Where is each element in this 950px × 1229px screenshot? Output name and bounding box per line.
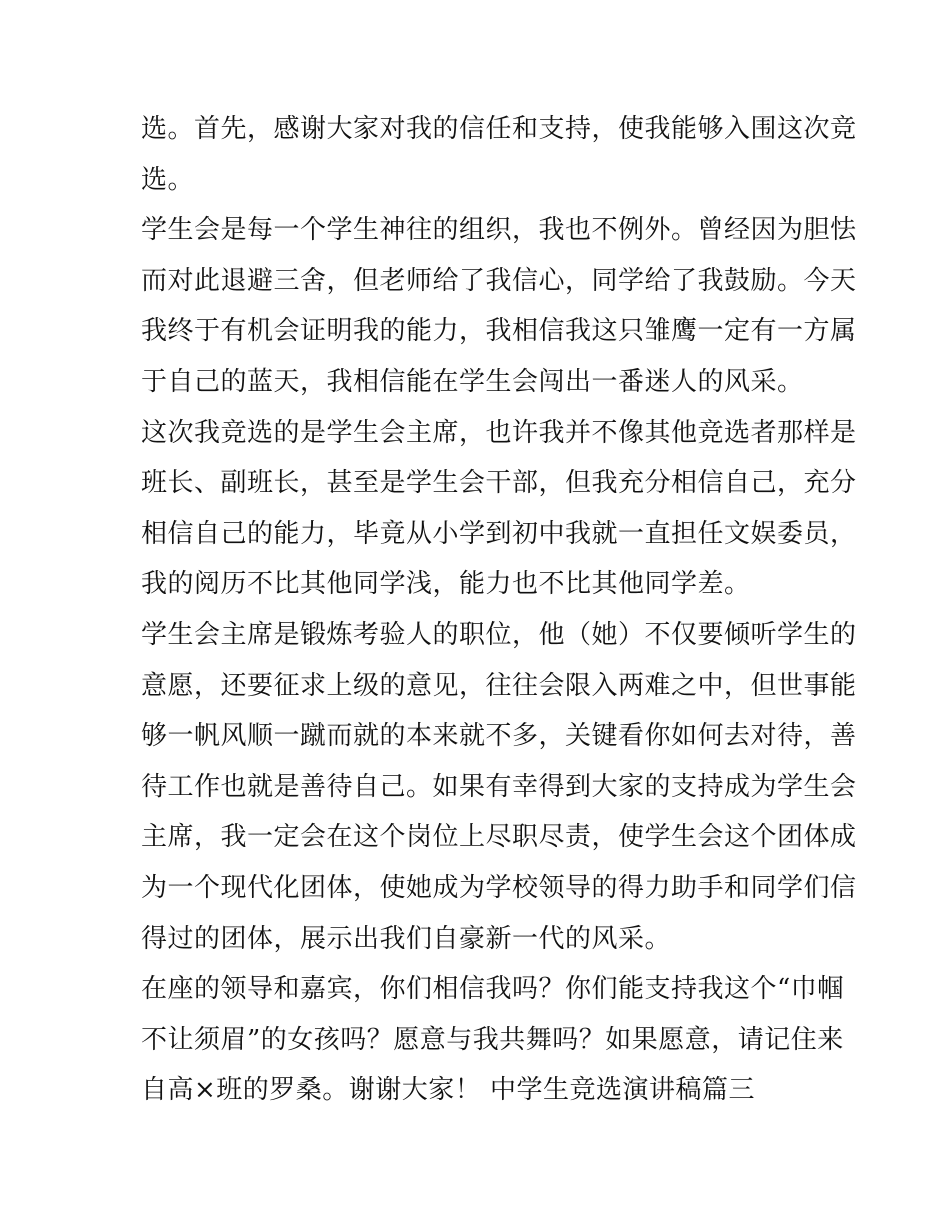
text-line: 而对此退避三舍，但老师给了我信心，同学给了我鼓励。今天	[141, 266, 857, 296]
text-line: 选。	[141, 165, 195, 195]
text-line: 够一帆风顺一蹴而就的本来就不多，关键看你如何去对待，善	[141, 721, 857, 751]
text-line: 意愿，还要征求上级的意见，往往会限入两难之中，但世事能	[141, 671, 857, 701]
text-line: 选。首先，感谢大家对我的信任和支持，使我能够入围这次竞	[141, 114, 857, 144]
text-line: 相信自己的能力，毕竟从小学到初中我就一直担任文娱委员，	[141, 519, 857, 549]
text-line: 我终于有机会证明我的能力，我相信我这只雏鹰一定有一方属	[141, 316, 857, 346]
text-line: 班长、副班长，甚至是学生会干部，但我充分相信自己，充分	[141, 468, 857, 498]
text-line: 自高×班的罗桑。谢谢大家！ 中学生竞选演讲稿篇三	[141, 1075, 756, 1105]
text-line: 主席，我一定会在这个岗位上尽职尽责，使学生会这个团体成	[141, 822, 857, 852]
text-line: 于自己的蓝天，我相信能在学生会闯出一番迷人的风采。	[141, 367, 804, 397]
text-line: 待工作也就是善待自己。如果有幸得到大家的支持成为学生会	[141, 772, 857, 802]
text-line: 为一个现代化团体，使她成为学校领导的得力助手和同学们信	[141, 873, 857, 903]
text-line: 学生会是每一个学生神往的组织，我也不例外。曾经因为胆怯	[141, 215, 857, 245]
text-line: 学生会主席是锻炼考验人的职位，他（她）不仅要倾听学生的	[141, 620, 857, 650]
text-line: 我的阅历不比其他同学浅，能力也不比其他同学差。	[141, 569, 751, 599]
text-line: 在座的领导和嘉宾，你们相信我吗？你们能支持我这个“巾帼	[141, 974, 844, 1004]
text-line: 不让须眉”的女孩吗？愿意与我共舞吗？如果愿意，请记住来	[141, 1025, 844, 1055]
text-line: 这次我竞选的是学生会主席，也许我并不像其他竞选者那样是	[141, 418, 857, 448]
text-line: 得过的团体，展示出我们自豪新一代的风采。	[141, 924, 672, 954]
